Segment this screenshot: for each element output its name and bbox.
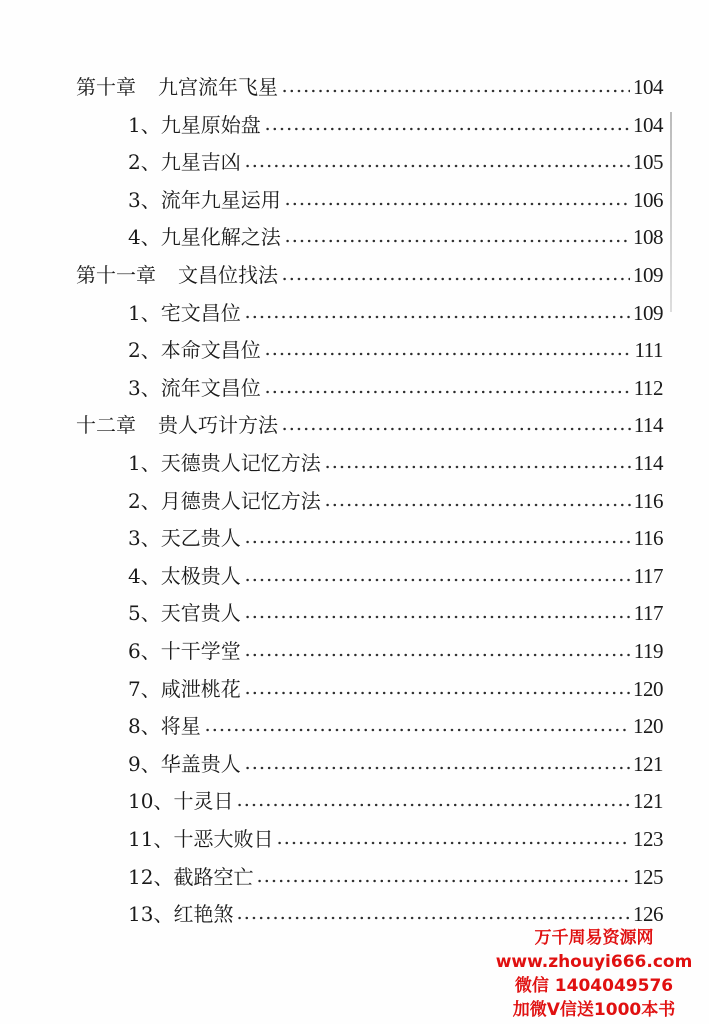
toc-section-row[interactable] [128,222,663,252]
toc-section-row[interactable] [128,899,663,929]
toc-entry-number: 13、 [128,902,174,927]
toc-page-number: 104 [633,112,663,137]
toc-entry-number: 4、 [128,225,161,250]
toc-entry-number: 1、 [128,451,161,475]
toc-entry-number: 9、 [128,751,161,776]
toc-entry-title [128,486,321,516]
toc-entry-number: 6、 [128,639,161,663]
toc-entry-text: 九星原始盘 [160,112,261,137]
toc-page-number: 121 [633,789,663,814]
toc-entry-number: 2、 [128,488,161,513]
toc-entry-title [128,373,261,403]
watermark-line-4: 加微V信送1000本书 [512,1000,676,1020]
toc-entry-text: 天乙贵人 [160,526,241,551]
toc-entry-title [128,298,241,328]
toc-page-number: 119 [633,639,663,663]
toc-dot-leader [244,164,630,168]
toc-page-number: 109 [633,263,663,287]
toc-entry-number: 3、 [128,187,161,212]
toc-entry-text: 十干学堂 [160,639,241,663]
toc-page-number: 117 [633,601,663,626]
toc-dot-leader [256,879,630,883]
scan-edge-shadow [670,112,672,312]
toc-entry-title [128,448,321,478]
toc-entry-text: 文昌位找法 [178,263,278,287]
toc-page-number: 105 [633,150,663,175]
toc-entry-number: 4、 [128,563,161,588]
toc-section-row[interactable] [128,373,663,403]
toc-entry-text: 贵人巧计方法 [158,413,278,438]
toc-dot-leader [284,239,630,243]
toc-page-number: 111 [634,338,663,363]
toc-section-row[interactable] [128,448,663,478]
toc-entry-text: 截路空亡 [173,864,254,889]
toc-page-number: 116 [633,526,663,551]
toc-entry-number: 10、 [128,789,174,814]
toc-entry-title [76,410,278,440]
toc-dot-leader [264,390,631,394]
toc-entry-number: 2、 [128,150,161,175]
toc-section-row[interactable] [128,674,663,704]
toc-chapter-row[interactable] [76,72,663,102]
toc-entry-title [128,110,261,140]
toc-section-row[interactable] [128,824,663,854]
toc-entry-number: 3、 [128,526,161,551]
toc-entry-number: 7、 [128,676,161,701]
toc-dot-leader [244,578,631,582]
toc-page-number: 108 [633,225,663,250]
toc-entry-text: 天德贵人记忆方法 [160,451,321,475]
toc-page-number: 104 [633,75,663,99]
toc-section-row[interactable] [128,598,663,628]
toc-dot-leader [236,803,630,807]
toc-dot-leader [244,315,630,319]
toc-entry-text: 红艳煞 [173,902,234,927]
toc-entry-text: 月德贵人记忆方法 [160,488,321,513]
toc-dot-leader [281,427,631,431]
toc-dot-leader [264,127,630,131]
toc-entry-title [128,147,241,177]
toc-dot-leader [244,691,630,695]
toc-entry-title [128,335,261,365]
toc-entry-text: 十灵日 [173,789,234,814]
toc-section-row[interactable] [128,110,663,140]
toc-chapter-row[interactable] [76,260,663,290]
toc-entry-title [128,222,281,252]
toc-entry-text: 天官贵人 [160,601,241,626]
toc-page-number: 116 [633,488,663,513]
toc-dot-leader [324,503,631,507]
toc-dot-leader [204,728,630,732]
toc-section-row[interactable] [128,749,663,779]
watermark [489,926,699,1022]
toc-page-number: 109 [633,300,663,325]
toc-dot-leader [244,615,631,619]
toc-entry-text: 本命文昌位 [160,338,261,363]
toc-entry-number: 11、 [128,827,174,851]
toc-page-number: 123 [633,827,663,851]
toc-entry-title [128,862,253,892]
watermark-line-3: 微信 1404049576 [514,976,674,996]
watermark-line-1: 万千周易资源网 [534,928,654,948]
toc-entry-title [128,185,281,215]
toc-entry-text: 华盖贵人 [160,751,241,776]
toc-page-number: 117 [633,563,663,588]
toc-entry-title [128,711,201,741]
toc-chapter-row[interactable] [76,410,663,440]
toc-dot-leader [264,352,632,356]
toc-entry-title [128,749,241,779]
toc-section-row[interactable] [128,636,663,666]
toc-entry-text: 九宫流年飞星 [158,75,278,99]
toc-section-row[interactable] [128,147,663,177]
toc-page-number: 114 [633,451,663,475]
toc-page-number: 112 [633,375,663,400]
toc-entry-number: 8、 [128,714,161,739]
toc-entry-text: 流年九星运用 [160,187,281,212]
toc-entry-title [128,824,273,854]
toc-dot-leader [244,653,631,657]
toc-entry-text: 将星 [160,714,201,739]
toc-section-row[interactable] [128,185,663,215]
toc-entry-title [128,674,241,704]
toc-entry-number: 3、 [128,375,161,400]
toc-page-number: 114 [633,413,663,438]
toc-page-number: 121 [633,751,663,776]
toc-entry-title [128,636,241,666]
toc-section-row[interactable] [128,862,663,892]
toc-entry-title [128,786,233,816]
toc-entry-number: 5、 [128,601,161,626]
toc-dot-leader [244,540,631,544]
toc-entry-number: 12、 [128,864,174,889]
toc-section-row[interactable] [128,298,663,328]
toc-page-number: 126 [633,902,663,927]
toc-entry-title [128,561,241,591]
toc-dot-leader [281,277,630,281]
toc-entry-text: 九星吉凶 [160,150,241,175]
toc-entry-text: 九星化解之法 [160,225,281,250]
toc-entry-text: 十恶大败日 [173,827,274,851]
toc-entry-title [76,72,278,102]
toc-entry-number: 第十章 [76,75,136,99]
watermark-line-2: www.zhouyi666.com [495,952,693,972]
toc-dot-leader [281,89,630,93]
toc-entry-title [76,260,278,290]
toc-dot-leader [284,202,630,206]
toc-dot-leader [236,916,630,920]
toc-section-row[interactable] [128,523,663,553]
toc-entry-text: 咸泄桃花 [160,676,241,701]
toc-section-row[interactable] [128,711,663,741]
toc-section-row[interactable] [128,561,663,591]
toc-entry-text: 宅文昌位 [160,300,241,325]
toc-dot-leader [324,465,631,469]
toc-page-number: 120 [633,676,663,701]
toc-entry-number: 1、 [128,112,161,137]
toc-entry-text: 太极贵人 [160,563,241,588]
toc-entry-text: 流年文昌位 [160,375,261,400]
toc-entry-title [128,598,241,628]
toc-entry-number: 第十一章 [76,263,156,287]
toc-section-row[interactable] [128,335,663,365]
toc-page-number: 125 [633,864,663,889]
toc-page-number: 120 [633,714,663,739]
toc-section-row[interactable] [128,786,663,816]
toc-dot-leader [244,766,630,770]
toc-entry-number: 1、 [128,300,161,325]
toc-dot-leader [276,841,630,845]
toc-page-number: 106 [633,187,663,212]
toc-entry-title [128,523,241,553]
toc-section-row[interactable] [128,486,663,516]
toc-entry-number: 2、 [128,338,161,363]
toc-entry-number: 十二章 [76,413,136,438]
toc-entry-title [128,899,233,929]
